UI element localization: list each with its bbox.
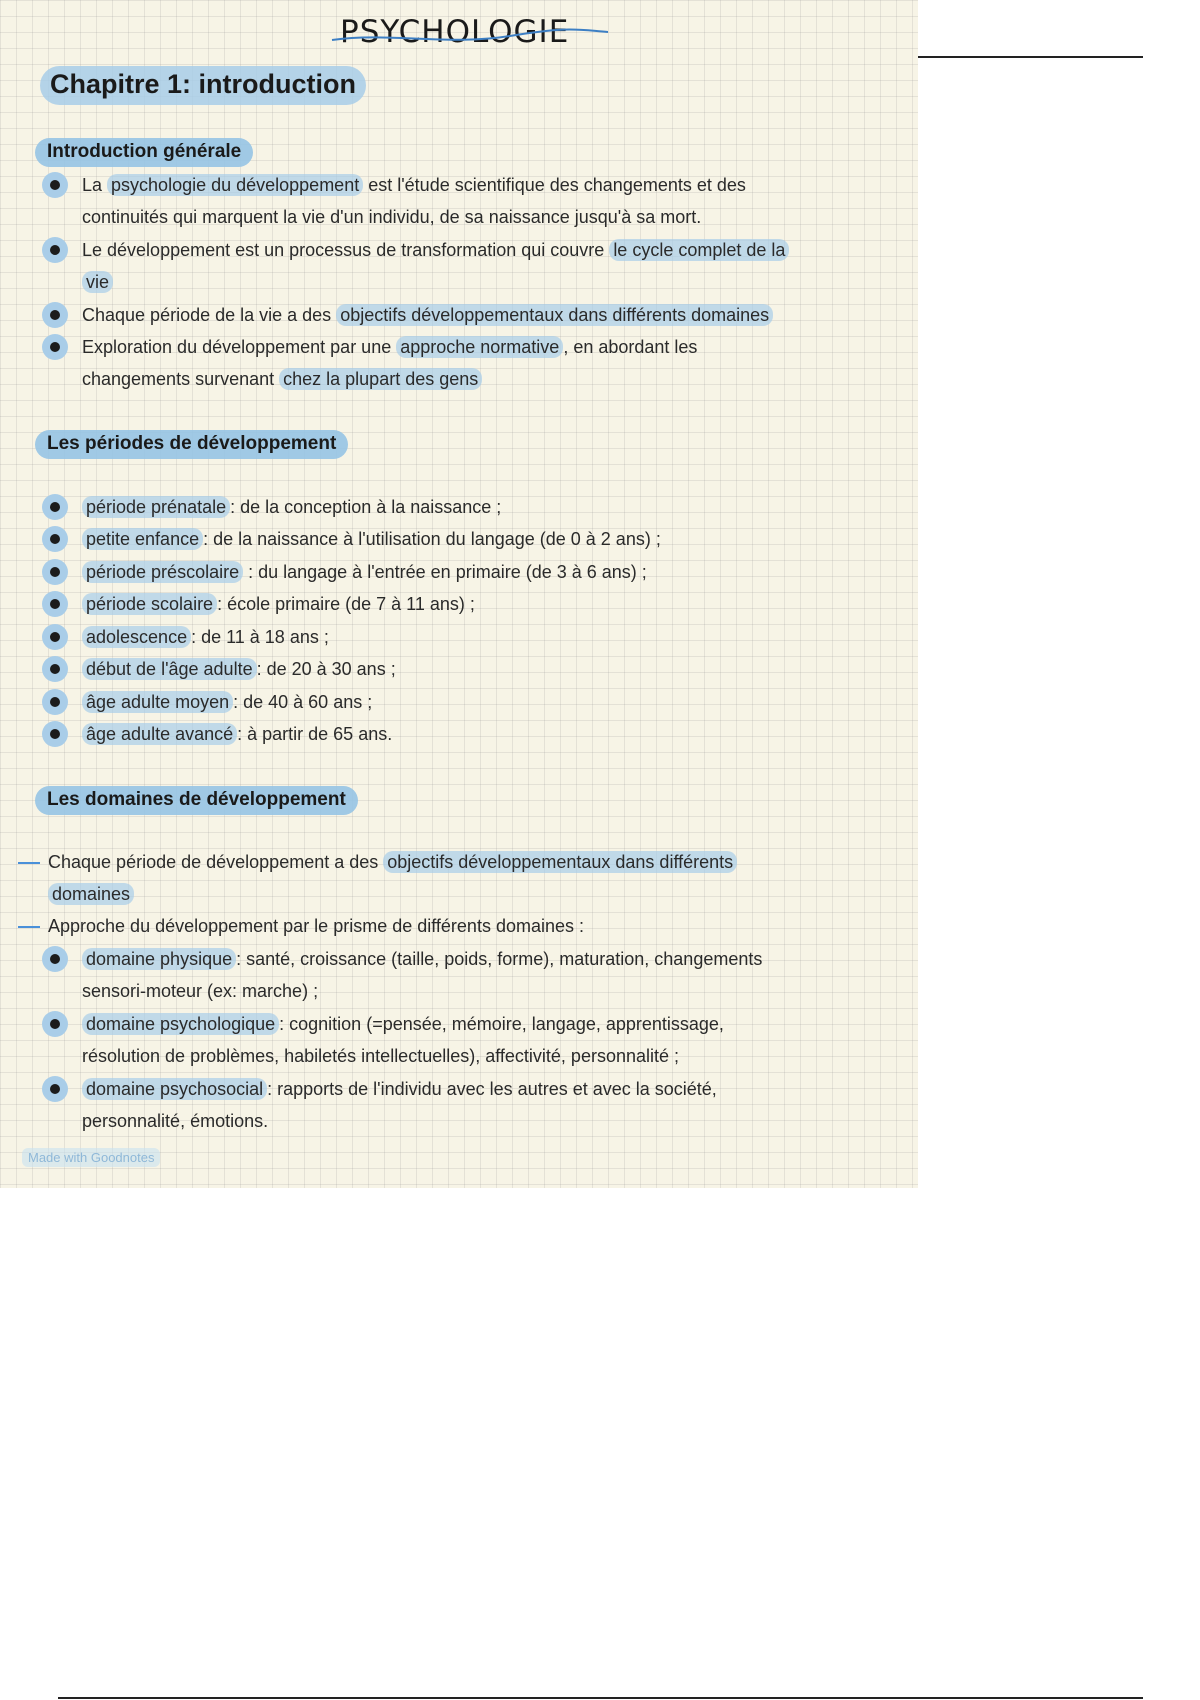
domain-item: domaine psychosocial : rapports de l'individu avec les autres et avec la société, (82, 1078, 717, 1100)
bullet-icon (42, 302, 68, 328)
period-item: période scolaire : école primaire (de 7 à 11 ans) ; (82, 593, 475, 615)
period-item: petite enfance : de la naissance à l'utilisation du langage (de 0 à 2 ans) ; (82, 528, 661, 550)
section-heading-domains: Les domaines de développement (35, 786, 358, 815)
domains-dash-line-1-cont: domaines (48, 883, 134, 905)
bullet-icon (42, 237, 68, 263)
bullet-icon (42, 591, 68, 617)
bullet-icon (42, 1011, 68, 1037)
divider-line-top (918, 56, 1143, 58)
bullet-icon (42, 494, 68, 520)
intro-line-1: La psychologie du développement est l'étude scientifique des changements et des (82, 175, 746, 195)
period-item: période préscolaire : du langage à l'entrée en primaire (de 3 à 6 ans) ; (82, 561, 647, 583)
domains-dash-line-1: Chaque période de développement a des objectifs développementaux dans différents (48, 851, 737, 873)
intro-line-1-cont: continuités qui marquent la vie d'un individu, de sa naissance jusqu'à sa mort. (82, 207, 702, 227)
chapter-title: Chapitre 1: introduction (40, 66, 366, 105)
domain-item-cont: résolution de problèmes, habiletés intellectuelles), affectivité, personnalité ; (82, 1046, 680, 1066)
bullet-icon (42, 624, 68, 650)
title-strike-decoration (330, 22, 610, 52)
period-item: âge adulte avancé : à partir de 65 ans. (82, 723, 392, 745)
intro-line-3: Chaque période de la vie a des objectifs développementaux dans différents domaines (82, 304, 773, 326)
goodnotes-watermark: Made with Goodnotes (22, 1148, 160, 1167)
domains-dash-line-2: Approche du développement par le prisme de différents domaines : (48, 916, 584, 936)
bullet-icon (42, 656, 68, 682)
domain-item-cont: sensori-moteur (ex: marche) ; (82, 981, 319, 1001)
bullet-icon (42, 689, 68, 715)
intro-line-2: Le développement est un processus de transformation qui couvre le cycle complet de la (82, 239, 789, 261)
bullet-icon (42, 172, 68, 198)
divider-line-bottom (58, 1697, 1143, 1699)
bullet-icon (42, 334, 68, 360)
intro-line-2-cont: vie (82, 271, 113, 293)
section-heading-periods: Les périodes de développement (35, 430, 348, 459)
bullet-icon (42, 1076, 68, 1102)
period-item: début de l'âge adulte : de 20 à 30 ans ; (82, 658, 396, 680)
bullet-icon (42, 721, 68, 747)
intro-line-4-cont: changements survenant chez la plupart des gens (82, 368, 482, 390)
page-title: PSYCHOLOGIE (340, 14, 570, 50)
dash-icon (18, 926, 40, 928)
bullet-icon (42, 559, 68, 585)
domain-item: domaine physique : santé, croissance (taille, poids, forme), maturation, changements (82, 948, 762, 970)
section-heading-intro: Introduction générale (35, 138, 253, 167)
period-item: adolescence : de 11 à 18 ans ; (82, 626, 329, 648)
intro-line-4: Exploration du développement par une approche normative , en abordant les (82, 337, 698, 357)
bullet-icon (42, 946, 68, 972)
period-item: âge adulte moyen : de 40 à 60 ans ; (82, 691, 372, 713)
domain-item: domaine psychologique : cognition (=pensée, mémoire, langage, apprentissage, (82, 1013, 724, 1035)
period-item: période prénatale : de la conception à la naissance ; (82, 496, 501, 518)
domain-item-cont: personnalité, émotions. (82, 1111, 269, 1131)
dash-icon (18, 862, 40, 864)
bullet-icon (42, 526, 68, 552)
